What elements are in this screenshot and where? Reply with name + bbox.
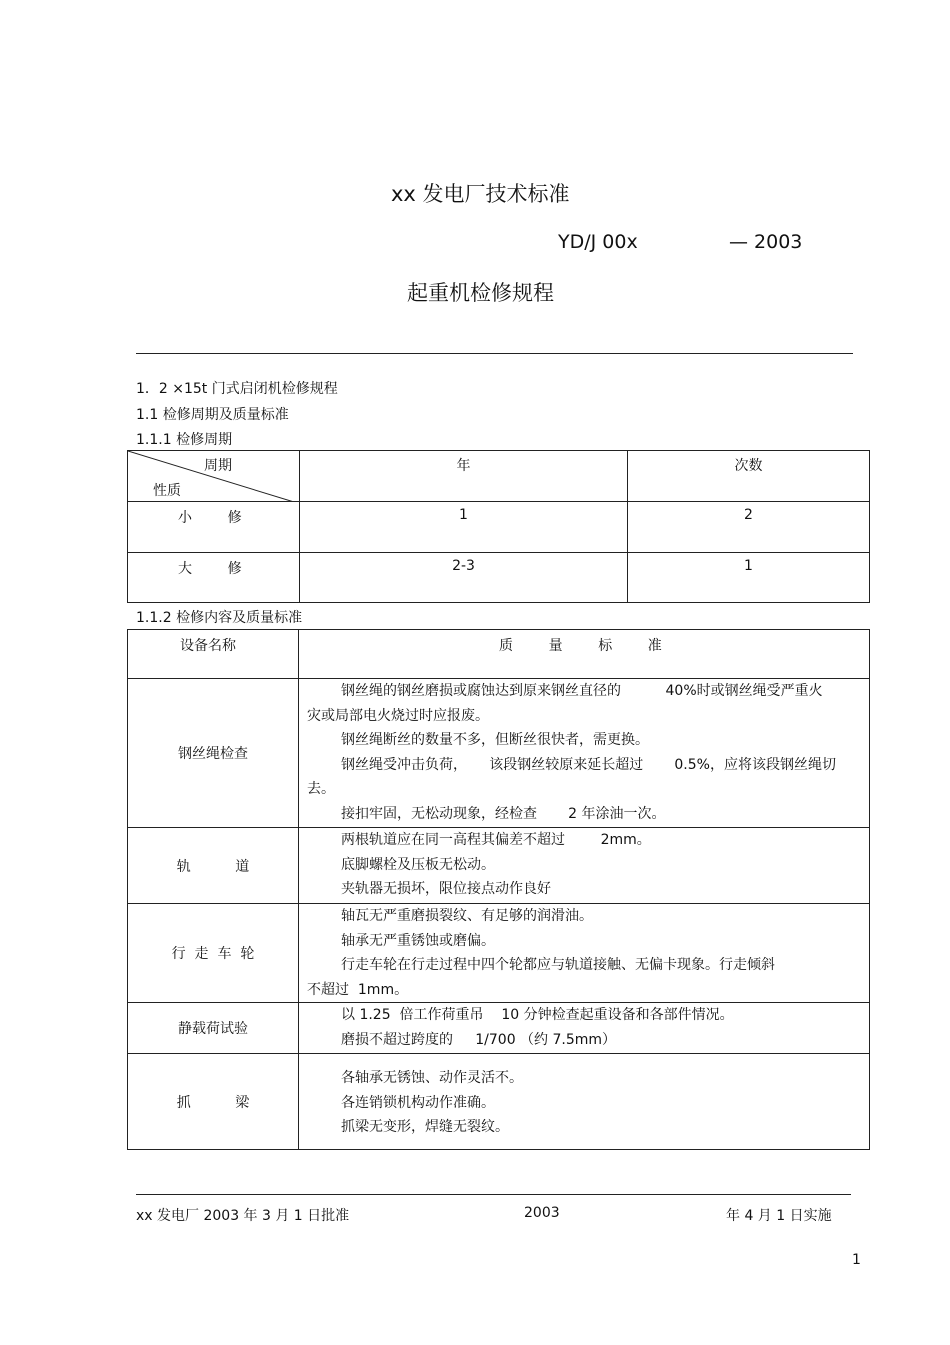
footer-approval: xx 发电厂 2003 年 3 月 1 日批准 bbox=[136, 1208, 350, 1224]
standard-code: YD/J 00x bbox=[558, 231, 638, 253]
table-row bbox=[128, 904, 870, 1003]
footer-rule bbox=[136, 1194, 851, 1195]
equipment-name: 静载荷试验 bbox=[128, 1003, 299, 1054]
table-row bbox=[128, 1054, 870, 1150]
table-row bbox=[128, 828, 870, 904]
header-year: 年 bbox=[300, 451, 628, 502]
maintenance-cycle-table bbox=[127, 450, 870, 603]
standard-text: 轴瓦无严重磨损裂纹、有足够的润滑油。 轴承无严重锈蚀或磨偏。 行走车轮在行走过程中四个轮都应与轨道接触、无偏卡现象。行走倾斜 不超过 1mm。 bbox=[299, 904, 870, 1003]
header-equipment-name: 设备名称 bbox=[128, 630, 299, 679]
row-times: 2 bbox=[628, 502, 870, 553]
diagonal-header-cell bbox=[128, 451, 300, 502]
quality-standard-table bbox=[127, 629, 870, 1150]
page-number: 1 bbox=[852, 1252, 861, 1268]
standard-text: 两根轨道应在同一高程其偏差不超过 2mm。 底脚螺栓及压板无松动。 夹轨器无损坏，限位接点动作良好 bbox=[299, 828, 870, 904]
standard-text: 以 1.25 倍工作荷重吊 10 分钟检查起重设备和各部件情况。 磨损不超过跨度的 1/700 （约 7.5mm） bbox=[299, 1003, 870, 1054]
row-year: 2-3 bbox=[300, 553, 628, 603]
table-row bbox=[128, 553, 870, 603]
equipment-name: 轨 道 bbox=[128, 828, 299, 904]
org-title: xx 发电厂技术标准 bbox=[391, 182, 570, 206]
header-rule bbox=[136, 353, 853, 354]
footer-implementation: 年 4 月 1 日实施 bbox=[726, 1208, 832, 1224]
diag-top-label: 周期 bbox=[204, 458, 232, 474]
diag-bottom-label: 性质 bbox=[153, 483, 181, 499]
equipment-name: 钢丝绳检查 bbox=[128, 679, 299, 828]
footer-year: 2003 bbox=[524, 1205, 560, 1221]
section-heading: 1．2 ×15t 门式启闭机检修规程 bbox=[136, 381, 338, 397]
section-heading: 1.1.1 检修周期 bbox=[136, 432, 233, 448]
row-times: 1 bbox=[628, 553, 870, 603]
section-heading: 1.1 检修周期及质量标准 bbox=[136, 407, 289, 423]
table-row bbox=[128, 502, 870, 553]
row-type: 小 修 bbox=[128, 502, 300, 553]
equipment-name: 抓 梁 bbox=[128, 1054, 299, 1150]
row-year: 1 bbox=[300, 502, 628, 553]
standard-year: — 2003 bbox=[729, 231, 803, 253]
row-type: 大 修 bbox=[128, 553, 300, 603]
table-row bbox=[128, 1003, 870, 1054]
table-row bbox=[128, 679, 870, 828]
standard-text: 钢丝绳的钢丝磨损或腐蚀达到原来钢丝直径的 40%时或钢丝绳受严重火 灾或局部电火烧过时应报废。 钢丝绳断丝的数量不多，但断丝很快者，需更换。 钢丝绳受冲击负荷， 该段钢丝较原来延长超过 0.5%，应将该段钢丝绳切 去。 接扣牢固，无松动现象，经检查 2 年涂油一次。 bbox=[299, 679, 870, 828]
equipment-name: 行 走 车 轮 bbox=[128, 904, 299, 1003]
header-quality-standard: 质 量 标 准 bbox=[299, 630, 870, 679]
section-heading: 1.1.2 检修内容及质量标准 bbox=[136, 610, 303, 626]
header-times: 次数 bbox=[628, 451, 870, 502]
standard-text: 各轴承无锈蚀、动作灵活不。 各连销锁机构动作准确。 抓梁无变形，焊缝无裂纹。 bbox=[299, 1054, 870, 1150]
document-title: 起重机检修规程 bbox=[407, 281, 554, 305]
